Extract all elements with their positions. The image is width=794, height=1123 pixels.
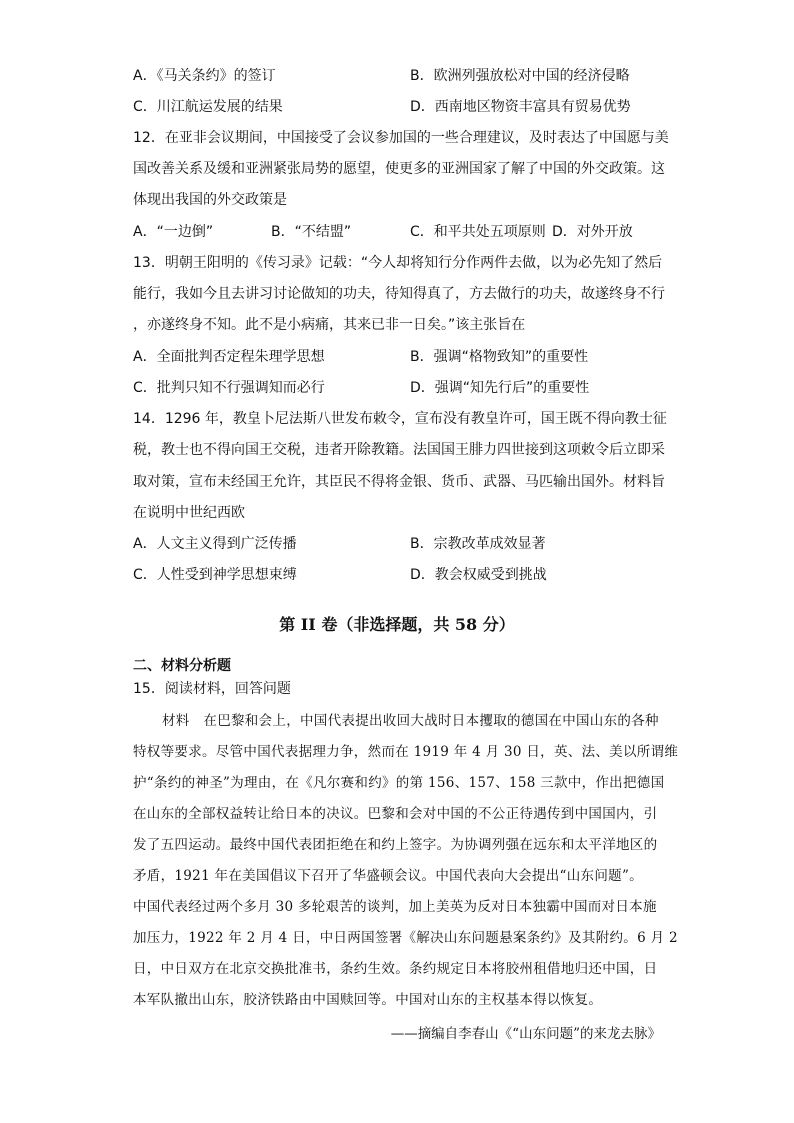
material-line: 特权等要求。尽管中国代表据理力争，然而在 1919 年 4 月 30 日，英、法、美以所谓维 <box>133 744 679 760</box>
q14-option-c: C．人性受到神学思想束缚 <box>133 567 297 583</box>
q11-option-a: A．《马关条约》的签订 <box>133 68 276 84</box>
section-title: 第 II 卷（非选择题，共 58 分） <box>279 615 515 634</box>
q14-stem-line-2: 税，教士也不得向国王交税，违者开除教籍。法国国王腓力四世接到这项敕令后立即采 <box>133 442 665 458</box>
q13-option-c: C．批判只知不行强调知而必行 <box>133 380 325 396</box>
q13-stem-line-1: 13．明朝王阳明的《传习录》记载：“今人却将知行分作两件去做，以为必先知了然后 <box>133 255 663 271</box>
q12-stem-line-1: 12．在亚非会议期间，中国接受了会议参加国的一些合理建议，及时表达了中国愿与美 <box>133 130 669 146</box>
q14-stem-line-3: 取对策，宣布未经国王允许，其臣民不得将金银、货币、武器、马匹输出国外。材料旨 <box>133 474 665 490</box>
q11-option-d: D．西南地区物资丰富具有贸易优势 <box>410 99 631 115</box>
material-line: 加压力，1922 年 2 月 4 日，中日两国签署《解决山东问题悬案条约》及其附约。6 月 2 <box>133 930 678 946</box>
section-subheading: 二、材料分析题 <box>133 658 231 674</box>
q13-stem-line-2: 能行，我如今且去讲习讨论做知的功夫，待知得真了，方去做行的功夫，故遂终身不行 <box>133 286 665 302</box>
q13-option-a: A．全面批判否定程朱理学思想 <box>133 349 325 365</box>
material-line: 材料 在巴黎和会上，中国代表提出收回大战时日本攫取的德国在中国山东的各种 <box>162 713 659 729</box>
q12-option-b: B．“不结盟” <box>271 224 352 240</box>
material-source: ——摘编自李春山《“山东问题”的来龙去脉》 <box>390 1026 661 1042</box>
material-line: 发了五四运动。最终中国代表团拒绝在和约上签字。为协调列强在远东和太平洋地区的 <box>133 837 658 853</box>
q14-option-b: B．宗教改革成效显著 <box>410 536 546 552</box>
q14-option-a: A．人文主义得到广泛传播 <box>133 536 297 552</box>
q13-stem-line-3: ，亦遂终身不知。此不是小病痛，其来已非一日矣。”该主张旨在 <box>133 317 526 333</box>
material-line: 本军队撤出山东，胶济铁路由中国赎回等。中国对山东的主权基本得以恢复。 <box>133 992 603 1008</box>
q11-option-c: C．川江航运发展的结果 <box>133 99 283 115</box>
material-line: 在山东的全部权益转让给日本的决议。巴黎和会对中国的不公正待遇传到中国国内，引 <box>133 806 658 822</box>
material-line: 矛盾，1921 年在美国倡议下召开了华盛顿会议。中国代表向大会提出“山东问题”。 <box>133 868 643 884</box>
material-line: 护“条约的神圣”为理由，在《凡尔赛和约》的第 156、157、158 三款中，作出把德国 <box>133 775 665 791</box>
q14-stem-line-4: 在说明中世纪西欧 <box>133 505 245 521</box>
q14-option-d: D．教会权威受到挑战 <box>410 567 547 583</box>
q12-stem-line-3: 体现出我国的外交政策是 <box>133 192 287 208</box>
q12-option-a: A．“一边倒” <box>133 224 214 240</box>
q11-option-b: B．欧洲列强放松对中国的经济侵略 <box>410 68 630 84</box>
material-line: 中国代表经过两个多月 30 多轮艰苦的谈判，加上美英为反对日本独霸中国而对日本施 <box>133 899 657 915</box>
q15-prompt: 15．阅读材料，回答问题 <box>133 681 291 697</box>
q12-stem-line-2: 国改善关系及缓和亚洲紧张局势的愿望，使更多的亚洲国家了解了中国的外交政策。这 <box>133 161 665 177</box>
q12-option-c: C．和平共处五项原则 <box>410 224 546 240</box>
q14-stem-line-1: 14．1296 年，教皇卜尼法斯八世发布敕令，宣布没有教皇许可，国王既不得向教士征 <box>133 411 667 427</box>
q13-option-d: D．强调“知先行后”的重要性 <box>410 380 590 396</box>
q13-option-b: B．强调“格物致知”的重要性 <box>410 349 589 365</box>
q12-option-d: D．对外开放 <box>552 224 633 240</box>
material-line: 日，中日双方在北京交换批准书，条约生效。条约规定日本将胶州租借地归还中国，日 <box>133 961 658 977</box>
